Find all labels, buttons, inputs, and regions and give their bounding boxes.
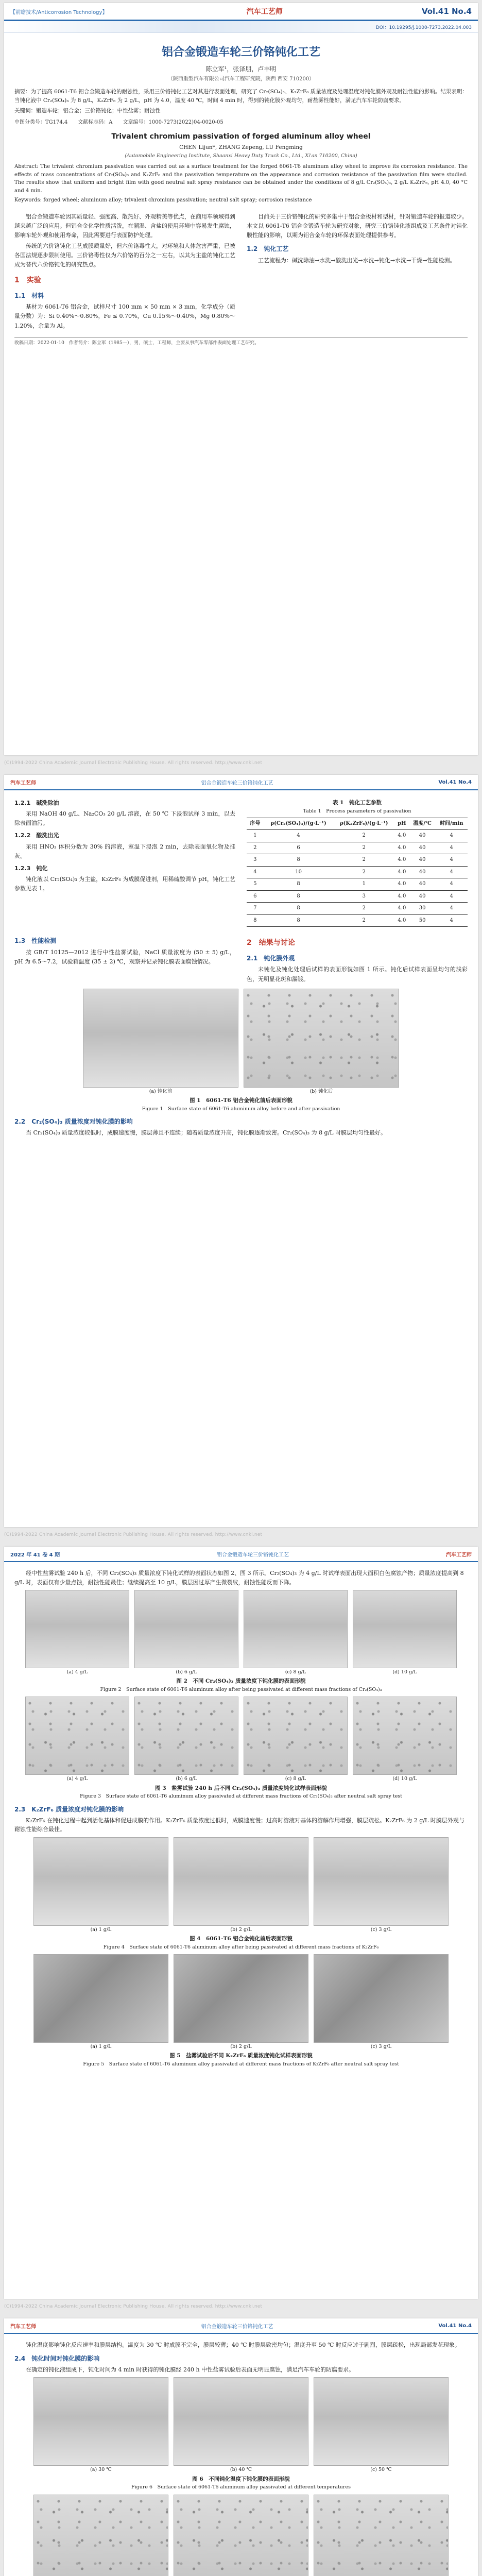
photo xyxy=(314,2377,449,2466)
photo xyxy=(33,2495,168,2576)
table-cell: 4 xyxy=(436,890,468,903)
copyright-watermark: (C)1994-2022 China Academic Journal Electronic Publishing House. All rights reserved. http://www.cnki.net xyxy=(4,760,263,766)
figure-6 xyxy=(14,2377,468,2473)
figure-label: (b) 40 ℃ xyxy=(230,2467,252,2473)
figure-caption: 图 1 6061-T6 铝合金钝化前后表面形貌 xyxy=(190,1097,292,1104)
paragraph: 基材为 6061-T6 铝合金，试样尺寸 100 mm × 50 mm × 3 mm，化学成分（质量分数）为：Si 0.40%～0.80%，Fe ≤ 0.70%，Cu 0.15%～0.40%，Mg 0.80%～1.20%，余量为 Al。 xyxy=(14,303,235,329)
section-heading: 1 实验 xyxy=(14,276,41,285)
table-header-cell: ρ(K₂ZrF₆)/(g·L⁻¹) xyxy=(333,818,394,830)
subsection-heading: 2.4 钝化时间对钝化膜的影响 xyxy=(14,2354,100,2362)
photo xyxy=(25,1590,129,1668)
table-cell: 4 xyxy=(436,842,468,854)
table-header-cell: pH xyxy=(394,818,409,830)
table-cell: 4.0 xyxy=(394,914,409,927)
figure-label: (c) 8 g/L xyxy=(285,1776,306,1782)
table-cell: 4.0 xyxy=(394,830,409,842)
subsection-heading: 1.2 钝化工艺 xyxy=(247,245,289,252)
table-cell: 4.0 xyxy=(394,903,409,915)
footnote: 收稿日期：2022-01-10 作者简介：陈立军（1985—），男，硕士，工程师，主要从事汽车零部件表面处理工艺研究。 xyxy=(14,337,468,347)
figure-4 xyxy=(14,1837,468,1934)
table-row xyxy=(247,830,468,842)
photo xyxy=(174,2377,308,2466)
table-cell: 4.0 xyxy=(394,890,409,903)
table-cell: 4.0 xyxy=(394,878,409,891)
figure-label: (b) 钝化后 xyxy=(309,1088,333,1094)
table-cell: 8 xyxy=(264,854,334,867)
figure-caption: 图 6 不同钝化温度下钝化膜的表面形貌 xyxy=(192,2476,290,2482)
table-cell: 7 xyxy=(247,903,264,915)
table-cell: 3 xyxy=(333,890,394,903)
issue-label: 2022 年 41 卷 4 期 xyxy=(10,1552,60,1558)
photo-after xyxy=(244,989,399,1088)
page-header xyxy=(4,2318,478,2334)
table-cell: 4 xyxy=(436,854,468,867)
keywords-zh: 关键词：锻造车轮；铝合金；三价铬钝化；中性盐雾；耐蚀性 xyxy=(14,107,161,114)
paragraph: 在确定的钝化液组成下，钝化时间为 4 min 时获得的钝化膜经 240 h 中性盐雾试验后表面无明显腐蚀，满足汽车车轮的防腐要求。 xyxy=(26,2366,355,2373)
figure-label: (a) 钝化前 xyxy=(149,1088,173,1094)
figure-caption-en: Figure 2 Surface state of 6061-T6 aluminum alloy after being passivated at different mass fractions of Cr₂(SO₄)₃ xyxy=(100,1687,382,1693)
table-cell: 2 xyxy=(333,830,394,842)
photo xyxy=(134,1590,238,1668)
table-cell: 4.0 xyxy=(394,866,409,878)
subsection-heading: 1.2.3 钝化 xyxy=(14,865,48,872)
photo xyxy=(174,2495,308,2576)
figure-label: (a) 4 g/L xyxy=(66,1669,88,1675)
table-cell: 5 xyxy=(247,878,264,891)
photo xyxy=(353,1590,457,1668)
figure-1 xyxy=(14,989,468,1095)
table-caption: 表 1 钝化工艺参数 xyxy=(333,800,382,806)
table-cell: 2 xyxy=(333,866,394,878)
photo xyxy=(314,1954,449,2043)
table-header-cell: 温度/℃ xyxy=(409,818,436,830)
column-right xyxy=(247,932,468,985)
paragraph: 采用 NaOH 40 g/L、Na₂CO₃ 20 g/L 溶液，在 50 ℃ 下浸泡试样 3 min，以去除表面油污。 xyxy=(14,810,235,827)
table-cell: 40 xyxy=(409,830,436,842)
running-title: 铝合金锻造车轮三价铬钝化工艺 xyxy=(201,2324,273,2330)
subsection-heading: 2.1 钝化膜外观 xyxy=(247,954,295,962)
title-en: Trivalent chromium passivation of forged aluminum alloy wheel xyxy=(111,132,371,141)
subsection-heading: 2.3 K₂ZrF₆ 质量浓度对钝化膜的影响 xyxy=(14,1805,124,1813)
photo xyxy=(244,1697,348,1775)
table-cell: 4 xyxy=(436,914,468,927)
page-4 xyxy=(4,2318,478,2576)
figure-caption-en: Figure 1 Surface state of 6061-T6 aluminum alloy before and after passivation xyxy=(142,1106,340,1112)
running-title: 铝合金锻造车轮三价铬钝化工艺 xyxy=(217,1552,289,1558)
table-row xyxy=(247,878,468,891)
figure-label: (b) 6 g/L xyxy=(176,1776,197,1782)
table-cell: 40 xyxy=(409,890,436,903)
table-cell: 4 xyxy=(436,878,468,891)
photo xyxy=(33,1837,168,1926)
figure-2 xyxy=(14,1590,468,1676)
table-row xyxy=(247,914,468,927)
table-cell: 40 xyxy=(409,854,436,867)
subsection-heading: 1.2.2 酸洗出光 xyxy=(14,832,59,839)
journal-logo: 汽车工艺师 xyxy=(10,2324,36,2330)
subsection-heading: 2.2 Cr₂(SO₄)₃ 质量浓度对钝化膜的影响 xyxy=(14,1117,133,1125)
table-row xyxy=(247,903,468,915)
paragraph: 钝化温度影响钝化反应速率和膜层结构。温度为 30 ℃ 时成膜不完全，膜层较薄；40 ℃ 时膜层致密均匀；温度升至 50 ℃ 时反应过于剧烈，膜层疏松，出现局部发花现象。 xyxy=(26,2342,460,2348)
figure-label: (b) 6 g/L xyxy=(176,1669,197,1675)
table-cell: 4 xyxy=(247,866,264,878)
table-cell: 1 xyxy=(247,830,264,842)
figure-label: (a) 4 g/L xyxy=(66,1776,88,1782)
figure-label: (d) 10 g/L xyxy=(392,1669,417,1675)
table-cell: 2 xyxy=(333,903,394,915)
photo xyxy=(353,1697,457,1775)
subsection-heading: 1.3 性能检测 xyxy=(14,937,57,945)
paragraph: 当 Cr₂(SO₄)₃ 质量浓度较低时，成膜速度慢，膜层薄且不连续；随着质量浓度升高，钝化膜逐渐致密。Cr₂(SO₄)₃ 为 8 g/L 时膜层均匀性最好。 xyxy=(26,1129,387,1137)
abstract-zh: 摘要：为了提高 6061-T6 铝合金锻造车轮的耐蚀性，采用三价铬钝化工艺对其进行表面处理，研究了 Cr₂(SO₄)₃、K₂ZrF₆ 质量浓度及处理温度对钝化膜外观及耐蚀性能的影响。结果表明：当钝化液中 Cr₂(SO₄)₃ 为 8 g/L，K₂ZrF₆ 为 2 g/L，pH 为 4.0，温度 40 ℃，时间 4 min 时，得到的钝化膜外观均匀，耐盐雾性能好，满足汽车车轮防腐要求。 xyxy=(14,89,468,104)
authors: 陈立军¹，张泽朋，卢丰明 xyxy=(205,65,277,73)
table-row xyxy=(247,866,468,878)
paragraph: 经中性盐雾试验 240 h 后，不同 Cr₂(SO₄)₃ 质量浓度下钝化试样的表面状态如图 2、图 3 所示。Cr₂(SO₄)₃ 为 4 g/L 时试样表面出现大面积白色腐蚀产物；质量浓度提高到 8 g/L 时，表面仅有少量点蚀，耐蚀性能最佳；继续提高至 10 g/L，膜层因过厚产生微裂纹，耐蚀性能反而下降。 xyxy=(14,1570,464,1586)
table-cell: 40 xyxy=(409,878,436,891)
page-header xyxy=(4,3,478,21)
figure-caption-en: Figure 5 Surface state of 6061-T6 aluminum alloy passivated at different mass fractions of K₂ZrF₆ after neutral salt spray test xyxy=(83,2061,399,2067)
photo xyxy=(174,1954,308,2043)
table-cell: 40 xyxy=(409,842,436,854)
subsection-heading: 1.2.1 碱洗除油 xyxy=(14,800,59,806)
affiliation-en: (Automobile Engineering Institute, Shaanxi Heavy Duty Truck Co., Ltd., Xi'an 710200, China) xyxy=(125,152,357,159)
figure-label: (a) 30 ℃ xyxy=(90,2467,112,2473)
table-cell: 6 xyxy=(247,890,264,903)
page-header xyxy=(4,1547,478,1562)
authors-en: CHEN Lijun*, ZHANG Zepeng, LU Fengming xyxy=(179,144,303,151)
table-row xyxy=(247,890,468,903)
figure-7 xyxy=(14,2495,468,2576)
table-cell: 8 xyxy=(264,914,334,927)
paragraph: 传统的六价铬钝化工艺成膜质量好，但六价铬毒性大，对环境和人体危害严重，已被各国法规逐步限制使用。三价铬毒性仅为六价铬的百分之一左右，以其为主盐的钝化工艺成为替代六价铬钝化的研究热点。 xyxy=(14,243,235,268)
figure-caption-en: Figure 6 Surface state of 6061-T6 aluminum alloy passivated at different temperatures xyxy=(131,2484,351,2490)
figure-caption: 图 5 盐雾试验后不同 K₂ZrF₆ 质量浓度钝化试样表面形貌 xyxy=(169,2053,313,2059)
table-cell: 8 xyxy=(264,890,334,903)
paragraph: K₂ZrF₆ 在钝化过程中起到活化基体和促进成膜的作用。K₂ZrF₆ 质量浓度过低时，成膜速度慢；过高时溶液对基体的溶解作用增强，膜层疏松。K₂ZrF₆ 为 2 g/L 时膜层外观与耐蚀性能综合最佳。 xyxy=(14,1817,464,1833)
affiliation: （陕西重型汽车有限公司汽车工程研究院，陕西 西安 710200） xyxy=(167,76,315,82)
table-cell: 4 xyxy=(264,830,334,842)
doi: DOI：10.19295/j.1000-7273.2022.04.003 xyxy=(375,25,472,30)
section-heading: 2 结果与讨论 xyxy=(247,939,295,947)
column-right xyxy=(247,795,468,929)
table-caption-en: Table 1 Process parameters of passivation xyxy=(303,808,411,815)
figure-label: (b) 2 g/L xyxy=(230,2044,252,2050)
photo xyxy=(33,1954,168,2043)
table-cell: 2 xyxy=(247,842,264,854)
figure-label: (d) 10 g/L xyxy=(392,1776,417,1782)
figure-label: (a) 1 g/L xyxy=(90,2044,112,2050)
photo xyxy=(25,1697,129,1775)
volume-label: Vol.41 No.4 xyxy=(421,7,472,16)
paragraph: 按 GB/T 10125—2012 进行中性盐雾试验，NaCl 质量浓度为 (50 ± 5) g/L，pH 为 6.5～7.2，试验箱温度 (35 ± 2) ℃，观察并记录钝化膜表面腐蚀情况。 xyxy=(14,949,235,965)
journal-logo: 汽车工艺师 xyxy=(246,8,283,16)
table-row xyxy=(247,854,468,867)
copyright-watermark: (C)1994-2022 China Academic Journal Electronic Publishing House. All rights reserved. http://www.cnki.net xyxy=(4,1532,263,1537)
figure-label: (c) 8 g/L xyxy=(285,1669,306,1675)
photo xyxy=(174,1837,308,1926)
journal-logo: 汽车工艺师 xyxy=(10,780,36,786)
table-cell: 4 xyxy=(436,903,468,915)
photo xyxy=(244,1590,348,1668)
figure-caption: 图 2 不同 Cr₂(SO₄)₃ 质量浓度下钝化膜的表面形貌 xyxy=(176,1678,306,1685)
table-header-cell: 序号 xyxy=(247,818,264,830)
table-cell: 4 xyxy=(436,830,468,842)
table-cell: 8 xyxy=(247,914,264,927)
journal-logo: 汽车工艺师 xyxy=(446,1552,472,1558)
figure-caption: 图 3 盐雾试验 240 h 后不同 Cr₂(SO₄)₃ 质量浓度钝化试样表面形貌 xyxy=(155,1785,327,1791)
table-cell: 30 xyxy=(409,903,436,915)
table-cell: 40 xyxy=(409,866,436,878)
figure-caption-en: Figure 4 Surface state of 6061-T6 aluminum alloy after being passivated at different mass fractions of K₂ZrF₆ xyxy=(103,1944,379,1950)
article-title: 铝合金锻造车轮三价铬钝化工艺 xyxy=(161,46,320,59)
table-cell: 2 xyxy=(333,914,394,927)
paragraph: 钝化液以 Cr₂(SO₄)₃ 为主盐，K₂ZrF₆ 为成膜促进剂，用稀硫酸调节 pH，钝化工艺参数见表 1。 xyxy=(14,875,235,892)
column-tag: 【前瞻技术/Anticorrosion Technology】 xyxy=(10,9,108,15)
photo xyxy=(33,2377,168,2466)
photo-before xyxy=(83,989,238,1088)
table-row xyxy=(247,842,468,854)
table-cell: 8 xyxy=(264,903,334,915)
figure-caption: 图 4 6061-T6 铝合金钝化前后表面形貌 xyxy=(190,1936,292,1942)
volume-label: Vol.41 No.4 xyxy=(438,779,472,785)
table-cell: 6 xyxy=(264,842,334,854)
page-2 xyxy=(4,775,478,1527)
column-left xyxy=(14,211,235,332)
paragraph: 采用 HNO₃ 体积分数为 30% 的溶液，室温下浸泡 2 min，去除表面氧化物及挂灰。 xyxy=(14,843,235,859)
column-right xyxy=(247,211,468,332)
page-header xyxy=(4,775,478,790)
table-cell: 10 xyxy=(264,866,334,878)
table-cell: 1 xyxy=(333,878,394,891)
table-cell: 4.0 xyxy=(394,842,409,854)
figure-label: (c) 3 g/L xyxy=(370,2044,392,2050)
column-left xyxy=(14,932,235,985)
process-table xyxy=(247,818,468,927)
subsection-heading: 1.1 材料 xyxy=(14,292,44,299)
classification-meta: 中图分类号：TG174.4 文献标志码：A 文章编号：1000-7273(2022)04-0020-05 xyxy=(14,119,223,125)
photo xyxy=(314,2495,449,2576)
figure-3 xyxy=(14,1697,468,1783)
table-cell: 4 xyxy=(436,866,468,878)
volume-label: Vol.41 No.4 xyxy=(438,2323,472,2329)
paragraph: 工艺流程为：碱洗除油→水洗→酸洗出光→水洗→钝化→水洗→干燥→性能检测。 xyxy=(258,257,456,264)
paragraph: 铝合金锻造车轮因其质量轻、强度高、散热好、外观精美等优点，在商用车领域得到越来越广泛的应用。但铝合金化学性质活泼，在潮湿、含盐的使用环境中容易发生腐蚀，影响车轮外观和使用寿命，因此需要进行表面防护处理。 xyxy=(14,213,235,239)
keywords-en: Keywords: forged wheel; aluminum alloy; trivalent chromium passivation; neutral salt spray; corrosion resistance xyxy=(14,197,312,204)
figure-label: (a) 1 g/L xyxy=(90,1926,112,1933)
table-cell: 4.0 xyxy=(394,854,409,867)
figure-label: (b) 2 g/L xyxy=(230,1926,252,1933)
column-left xyxy=(14,795,235,929)
paragraph: 目前关于三价铬钝化的研究多集中于铝合金板材和型材，针对锻造车轮的报道较少。本文以 6061-T6 铝合金锻造车轮为研究对象，研究三价铬钝化液组成及工艺条件对钝化膜性能的影响，以期为铝合金车轮的环保表面处理提供参考。 xyxy=(247,213,468,239)
copyright-watermark: (C)1994-2022 China Academic Journal Electronic Publishing House. All rights reserved. http://www.cnki.net xyxy=(4,2304,263,2309)
abstract-en: Abstract: The trivalent chromium passivation was carried out as a surface treatment for the forged 6061-T6 aluminum alloy wheel to improve its corrosion resistance. The effects of mass concentrations of Cr₂(SO₄)₃ and K₂ZrF₆ and the passivation temperature on the appearance and corrosion resistance of the passivation film were studied. The results show that uniform and bright film with good neutral salt spray resistance can be obtained under the conditions of 8 g/L Cr₂(SO₄)₃, 2 g/L K₂ZrF₆, pH 4.0, 40 °C and 4 min. xyxy=(14,164,468,194)
table-cell: 8 xyxy=(264,878,334,891)
figure-label: (c) 50 ℃ xyxy=(370,2467,392,2473)
figure-label: (c) 3 g/L xyxy=(370,1926,392,1933)
paragraph: 未钝化及钝化处理后试样的表面形貌如图 1 所示。钝化后试样表面呈均匀的浅彩色，无明显花斑和漏镀。 xyxy=(247,966,468,982)
figure-5 xyxy=(14,1954,468,2050)
page-1 xyxy=(4,3,478,755)
table-header-cell: ρ(Cr₂(SO₄)₃)/(g·L⁻¹) xyxy=(264,818,334,830)
page-3 xyxy=(4,1547,478,2299)
photo xyxy=(134,1697,238,1775)
photo xyxy=(314,1837,449,1926)
table-cell: 3 xyxy=(247,854,264,867)
table-cell: 2 xyxy=(333,842,394,854)
doi-band xyxy=(4,21,478,33)
figure-caption-en: Figure 3 Surface state of 6061-T6 aluminum alloy passivated at different mass fractions of Cr₂(SO₄)₃ after neutral salt spray test xyxy=(79,1793,403,1800)
table-cell: 2 xyxy=(333,854,394,867)
table-header-cell: 时间/min xyxy=(436,818,468,830)
table-cell: 50 xyxy=(409,914,436,927)
running-title: 铝合金锻造车轮三价铬钝化工艺 xyxy=(201,780,273,786)
